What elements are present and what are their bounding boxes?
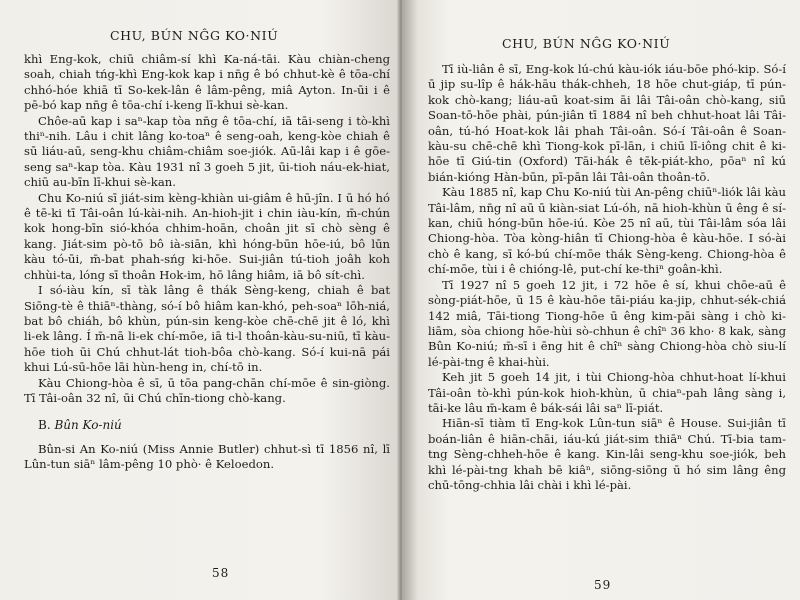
paragraph: Kàu 1885 nî, kap Chu Ko-niú tùi An-pêng chiūⁿ-liók lâi kàu Tâi-lâm, nn̄g nî aū ū kiàn-siat Lú-óh, nā hioh-khùn ū êng ê sí-kan, chiū hóng-būn hōe-iú. Kòe 25 nî aū, tùi Tâi-lâm sóa lâi Chiong-hòa. Tòa kòng-hiân tī Chiong-hòa ê kàu-hōe. I só-ài chò ê kang, sī kó-bú chí-mōe thák Sèng-keng. Chiong-hòa ê chí-mōe, tùi i ê chióng-lê, put-chí ke-thiⁿ goân-khì. <box>428 185 786 277</box>
paragraph: Chu Ko-niú sī jiát-sim kèng-khiàn ui-giâm ê hū-jîn. I ū hó hó ê tē-ki tī Tâi-oân lú-kài-nih. An-hioh-jit i chin iàu-kín, m̄-chún kok hong-bīn sió-khóa chhim-hoān, choân jit sī chò sèng ê kang. Jiát-sim pò-tō bô ià-siān, khì hóng-būn hōe-iú, bô lūn kàu tó-ūi, m̄-bat phah-sńg ki-hōe. Sui-jiân tú-tioh joâh koh chhùi-ta, lóng sī thoân Hok-im, hō lâng hiâm, iā bô sít-chì. <box>24 190 390 282</box>
paragraph: khì Eng-kok, chiū chiâm-sí khì Ka-ná-tāi. Kàu chiàn-cheng soah, chiah tńg-khì Eng-kok kap i nn̄g ê bó chhut-kè ê tōa-chí chhó-hóe khiā tī So-kek-lân ê lâm-pêng, miâ Ayton. In-ūi i ê pē-bó kap nn̄g ê tōa-chí i-keng lī-khui sè-kan. <box>24 52 390 113</box>
paragraph: Tī 1927 nî 5 goeh 12 jit, i 72 hōe ê sí, khui chōe-aū ê sòng-piát-hōe, ū 15 ê kàu-hōe tāi-piáu ka-jip, chhut-sék-chiá 142 miâ, Tāi-tiong Tiong-hōe ū êng kim-pāi sàng i chò ki-liām, sòa chiong hōe-hùi sò-chhun ê chîⁿ 36 kho· 8 kak, sàng Bûn Ko-niú; m̄-sī i ēng hit ê chîⁿ sàng Chiong-hòa chò siu-lí lé-pài-tng ê khai-hùi. <box>428 277 786 369</box>
paragraph: I só-iàu kín, sī tàk lâng ê thák Sèng-keng, chiah ê bat Siōng-tè ê thiāⁿ-thàng, só-í bô hiâm kan-khó, peh-soaⁿ lōh-niá, bat bô chiáh, bô khùn, pún-sin keng-kòe chē-chē jit ê ló, khì li-ek lâng. Í m̄-nā li-ek chí-mōe, iā ti-l thoân-kàu-su-niū, tī kàu-hōe tioh ūi Chú chhut-lát tioh-bôa chò-kang. Só-í kui-nā pái khui Lú-sū-hōe lāi hùn-heng in, chí-tō in. <box>24 283 390 375</box>
right-page-body <box>428 62 786 493</box>
page-number-left: 58 <box>212 566 230 580</box>
running-head-right: CHU, BÚN NĜG KO·NIÚ <box>502 36 671 51</box>
section-heading <box>38 418 390 433</box>
paragraph: Kàu Chiong-hòa ê sī, ū tōa pang-chān chí-mōe ê sin-giòng. Tī Tâi-oân 32 nî, ūi Chú chīn-tiong chò-kang. <box>24 375 390 405</box>
left-page-body <box>24 52 390 473</box>
paragraph: Hiān-sī tiàm tī Eng-kok Lûn-tun siāⁿ ê House. Sui-jiân tī boán-liân ê hiān-chāi, iáu-kú jiát-sim thiāⁿ Chú. Tī-bia tam-tng Sèng-chheh-hōe ê kang. Kin-lâi seng-khu soe-jiók, beh khì lé-pài-tng khah bē kiâⁿ, siōng-siōng ū hó sim lâng êng chū-tōng-chhia lâi chài i khì lé-pài. <box>428 416 786 492</box>
paragraph: Keh jit 5 goeh 14 jit, i tùi Chiong-hòa chhut-hoat lí-khui Tâi-oân tò-khì pún-kok hioh-khùn, ū chiaⁿ-pah lâng sàng i, tāi-ke lâu m̄-kam ê bák-sái lâi saⁿ lī-piát. <box>428 370 786 415</box>
page-number-right: 59 <box>594 578 612 592</box>
right-page <box>402 0 800 600</box>
section-title: Bûn Ko-niú <box>54 418 122 433</box>
section-letter: B. <box>38 418 51 433</box>
paragraph: Chôe-aū kap i saⁿ-kap tòa nn̄g ê tōa-chí, iā tāi-seng i tò-khì thiⁿ-nih. Lâu i chit lâng ko-toaⁿ ê seng-oah, keng-kòe chiah ê sū liáu-aū, seng-khu chiâm-chiâm soe-jiók. Aū-lâi kap i ê gōe-seng saⁿ-kap tòa. Kàu 1931 nî 3 goeh 5 jit, ūi-tioh náu-ek-hiat, chiū au-bīn lī-khui sè-kan. <box>24 113 390 190</box>
running-head-left: CHU, BÚN NĜG KO·NIÚ <box>110 28 279 43</box>
paragraph: Bûn-si An Ko-niú (Miss Annie Butler) chhut-sì tī 1856 nî, lī Lûn-tun siāⁿ lâm-pêng 10 phò· ê Keloedon. <box>24 441 390 472</box>
paragraph: Tī iù-liân ê sī, Eng-kok lú-chú kàu-iók iáu-bōe phó-kip. Só-í ū jip su-lîp ê hák-hāu thák-chheh, 18 hōe chut-giáp, tī pún-kok chò-kang; liáu-aū koat-sim āi lâi Tâi-oân chò-kang, siū Soan-tō-hōe phài, pún-jiân tī 1884 nî beh chhut-hoat lâi Tâi-oân, tú-hó Hoat-kok lâi phah Tâi-oân. Só-í Tâi-oân ê Soan-kàu-su chē-chē khì Tiong-kok pī-lān, i chiū lī-iông chit ê ki-hōe tī Giú-tin (Oxford) Tāi-hák ê tēk-piát-kho, pōaⁿ nî kú bián-kióng Hàn-būn, pī-pān lâi Tâi-oân thoân-tō. <box>428 62 786 184</box>
